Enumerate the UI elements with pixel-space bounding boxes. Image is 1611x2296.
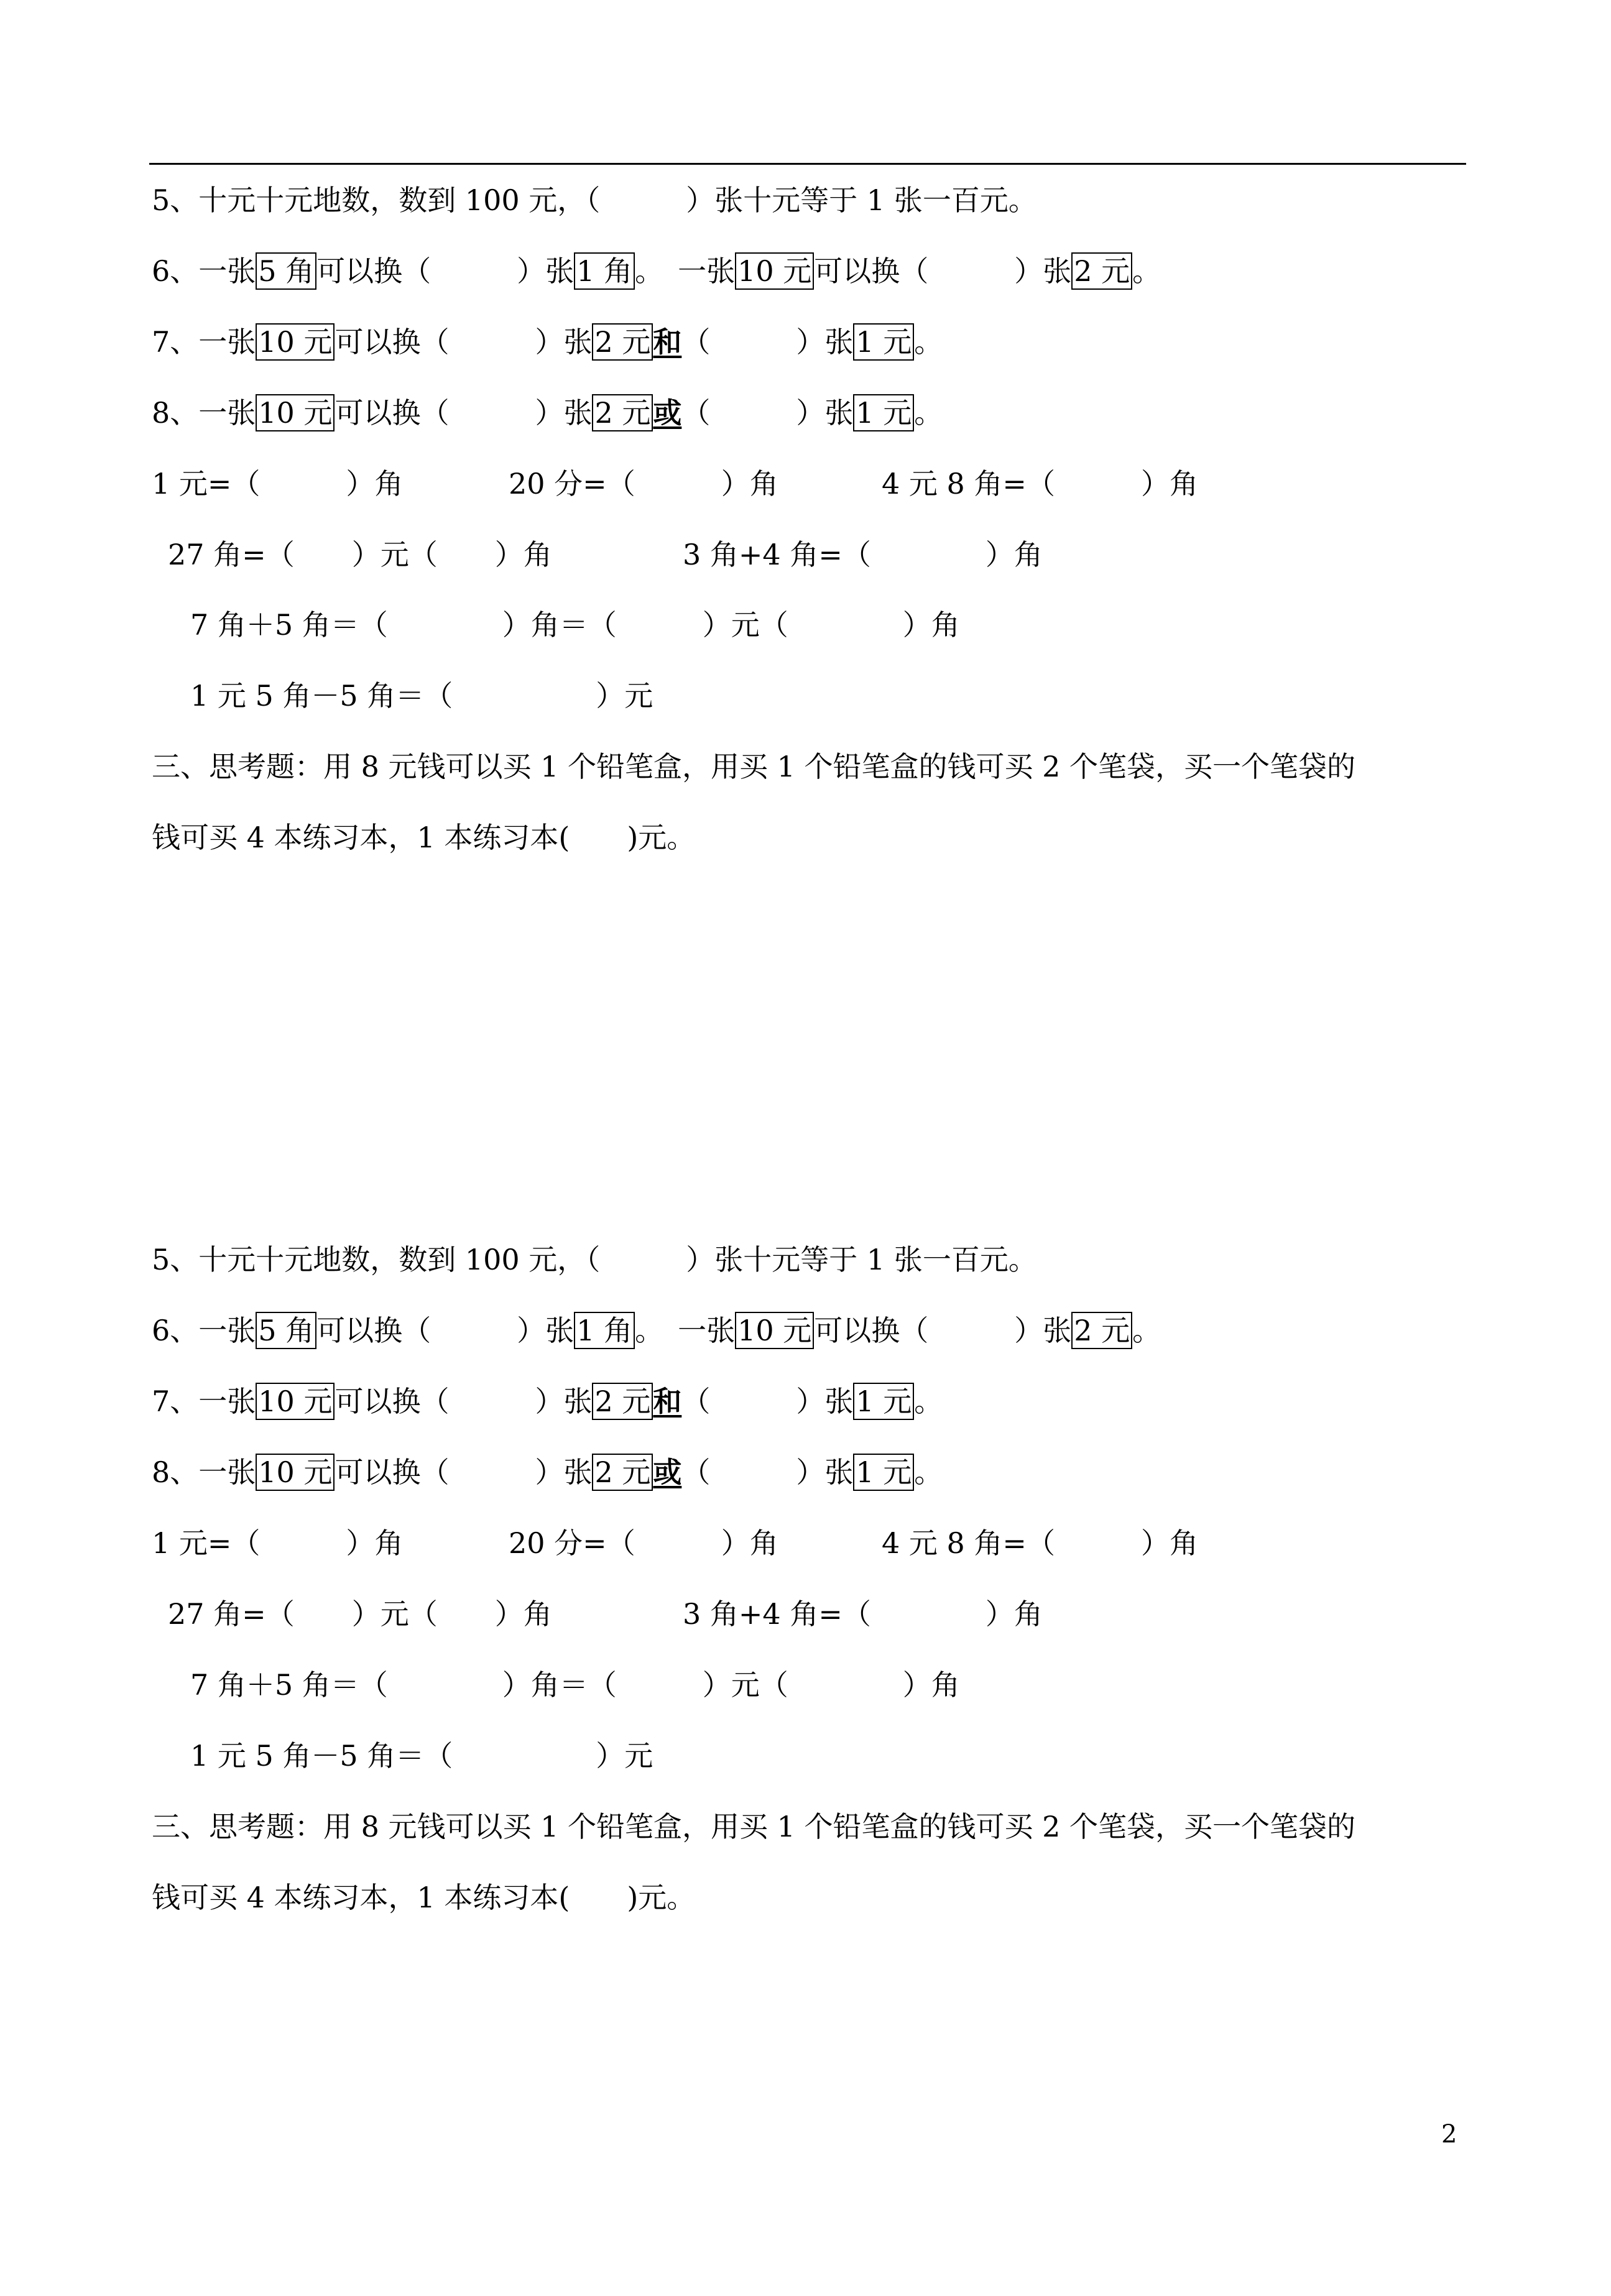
text-segment: （ ）张: [681, 325, 854, 359]
conjunction: 或: [653, 1455, 682, 1489]
thinking-question-line1: [152, 748, 1355, 785]
question-6: [152, 252, 1161, 290]
conversion-2b: [683, 1595, 1043, 1633]
text-segment: 三、思考题：用 8 元钱可以买 1 个铅笔盒，用买 1 个铅笔盒的钱可买 2 个笔袋，买一个笔袋的: [152, 750, 1356, 783]
conversion-2a: [168, 1595, 552, 1633]
text-segment: 钱可买 4 本练习本，1 本练习本( )元。: [152, 1881, 696, 1914]
text-segment: 。: [914, 1385, 943, 1418]
text-segment: （ ）张: [681, 1385, 854, 1418]
conversion-3: [190, 606, 960, 643]
text-segment: 27 角=（ ）元（ ）角: [168, 538, 552, 571]
money-box: 1 元: [853, 1383, 914, 1420]
money-box: 5 角: [256, 252, 316, 290]
text-segment: 钱可买 4 本练习本，1 本练习本( )元。: [152, 821, 696, 854]
conversion-1c: [882, 1524, 1198, 1562]
question-6: [152, 1312, 1161, 1349]
conversion-2a: [168, 536, 552, 573]
text-segment: 。: [914, 325, 943, 359]
thinking-question-line2: [152, 1879, 695, 1916]
text-segment: 7、一张: [152, 325, 256, 359]
thinking-question-line2: [152, 819, 695, 856]
text-segment: 3 角+4 角=（ ）角: [683, 538, 1043, 571]
money-box: 2 元: [592, 394, 653, 431]
money-box: 5 角: [256, 1312, 316, 1349]
money-box: 2 元: [1071, 1312, 1132, 1349]
page-number: 2: [1441, 2120, 1457, 2149]
text-segment: 1 元 5 角－5 角＝（ ）元: [190, 1739, 653, 1773]
text-segment: 可以换（ ）张: [814, 254, 1072, 288]
money-box: 10 元: [256, 323, 335, 361]
text-segment: 27 角=（ ）元（ ）角: [168, 1597, 552, 1631]
money-box: 2 元: [592, 1383, 653, 1420]
header-rule: [149, 163, 1466, 165]
conversion-3: [190, 1666, 960, 1704]
conjunction: 或: [653, 396, 682, 430]
text-segment: 可以换（ ）张: [316, 1314, 575, 1347]
text-segment: （ ）张: [681, 1455, 854, 1489]
thinking-question-line1: [152, 1808, 1355, 1845]
money-box: 10 元: [256, 1454, 335, 1491]
money-box: 10 元: [256, 394, 335, 431]
text-segment: 可以换（ ）张: [316, 254, 575, 288]
question-7: [152, 323, 943, 361]
text-segment: 7、一张: [152, 1385, 256, 1418]
text-segment: 7 角＋5 角＝（ ）角＝（ ）元（ ）角: [190, 608, 960, 642]
conjunction: 和: [653, 1385, 682, 1418]
text-segment: 可以换（ ）张: [335, 396, 593, 430]
conversion-1b: [509, 1524, 778, 1562]
question-7: [152, 1383, 943, 1420]
conversion-4: [190, 677, 653, 714]
text-segment: 1 元 5 角－5 角＝（ ）元: [190, 679, 653, 712]
text-segment: 。 一张: [635, 254, 736, 288]
text-segment: 8、一张: [152, 1455, 256, 1489]
conversion-1a: [152, 1524, 403, 1562]
conversion-1b: [509, 465, 778, 502]
text-segment: 。: [914, 396, 943, 430]
money-box: 10 元: [735, 1312, 814, 1349]
conjunction: 和: [653, 325, 682, 359]
text-segment: 。: [1132, 1314, 1161, 1347]
text-segment: 6、一张: [152, 1314, 256, 1347]
money-box: 1 角: [574, 252, 635, 290]
text-segment: 。: [1132, 254, 1161, 288]
question-5: [152, 1241, 1037, 1278]
money-box: 10 元: [735, 252, 814, 290]
question-8: [152, 1454, 943, 1491]
text-segment: 3 角+4 角=（ ）角: [683, 1597, 1043, 1631]
money-box: 2 元: [592, 1454, 653, 1491]
text-segment: 4 元 8 角=（ ）角: [882, 1526, 1198, 1560]
text-segment: 5、十元十元地数，数到 100 元，（ ）张十元等于 1 张一百元。: [152, 1243, 1037, 1276]
text-segment: 可以换（ ）张: [335, 325, 593, 359]
text-segment: 5、十元十元地数，数到 100 元，（ ）张十元等于 1 张一百元。: [152, 183, 1037, 217]
text-segment: 1 元=（ ）角: [152, 467, 404, 500]
text-segment: 可以换（ ）张: [814, 1314, 1072, 1347]
money-box: 1 元: [853, 394, 914, 431]
question-5: [152, 182, 1037, 219]
conversion-4: [190, 1737, 653, 1774]
money-box: 1 元: [853, 1454, 914, 1491]
money-box: 2 元: [1071, 252, 1132, 290]
money-box: 10 元: [256, 1383, 335, 1420]
question-8: [152, 394, 943, 431]
text-segment: 4 元 8 角=（ ）角: [882, 467, 1198, 500]
conversion-1c: [882, 465, 1198, 502]
text-segment: 6、一张: [152, 254, 256, 288]
text-segment: 20 分=（ ）角: [509, 1526, 778, 1560]
text-segment: 8、一张: [152, 396, 256, 430]
text-segment: （ ）张: [681, 396, 854, 430]
text-segment: 可以换（ ）张: [335, 1455, 593, 1489]
money-box: 2 元: [592, 323, 653, 361]
text-segment: 可以换（ ）张: [335, 1385, 593, 1418]
money-box: 1 角: [574, 1312, 635, 1349]
money-box: 1 元: [853, 323, 914, 361]
text-segment: 1 元=（ ）角: [152, 1526, 404, 1560]
text-segment: 20 分=（ ）角: [509, 467, 778, 500]
text-segment: 7 角＋5 角＝（ ）角＝（ ）元（ ）角: [190, 1668, 960, 1702]
text-segment: 三、思考题：用 8 元钱可以买 1 个铅笔盒，用买 1 个铅笔盒的钱可买 2 个笔袋，买一个笔袋的: [152, 1810, 1356, 1843]
text-segment: 。 一张: [635, 1314, 736, 1347]
conversion-2b: [683, 536, 1043, 573]
text-segment: 。: [914, 1455, 943, 1489]
conversion-1a: [152, 465, 403, 502]
